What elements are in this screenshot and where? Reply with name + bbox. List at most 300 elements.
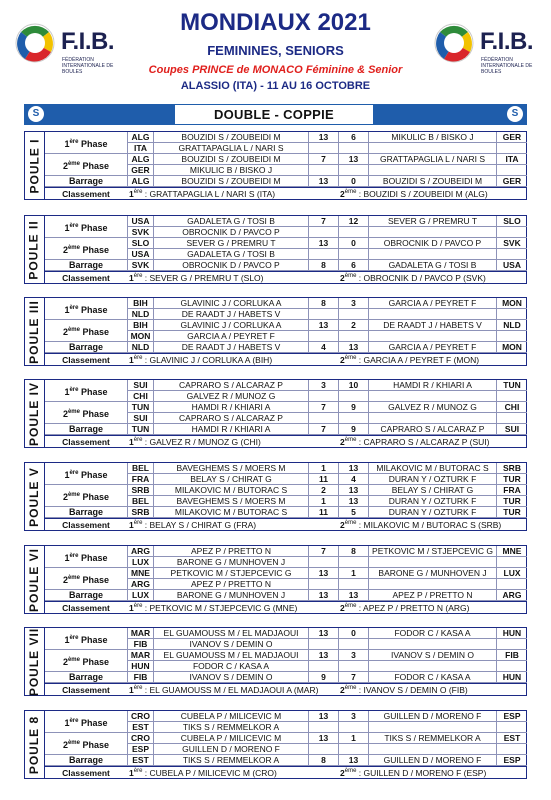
pair-a: CUBELA P / MILICEVIC M bbox=[153, 733, 308, 743]
phase-number: 1 bbox=[64, 718, 70, 728]
score-b bbox=[338, 744, 368, 754]
pair-b bbox=[368, 309, 496, 319]
ordinal-suffix: ème bbox=[344, 273, 357, 280]
country-b: CHI bbox=[496, 402, 527, 412]
pair-b: GUILLEN D / MORENO F bbox=[368, 755, 496, 765]
pair-a: GUILLEN D / MORENO F bbox=[153, 744, 308, 754]
pair-b: GARCIA A / PEYRET F bbox=[368, 342, 496, 352]
pair-b bbox=[368, 143, 496, 153]
country-b: NLD bbox=[496, 320, 527, 330]
pair-b: DURAN Y / OZTURK F bbox=[368, 474, 496, 484]
country-a: LUX bbox=[127, 557, 153, 567]
pair-a: GALVEZ R / MUNOZ G bbox=[153, 391, 308, 401]
country-a: BIH bbox=[127, 298, 153, 308]
pair-a: EL GUAMOUSS M / EL MADJAOUI bbox=[153, 628, 308, 638]
score-b bbox=[338, 143, 368, 153]
barrage-label bbox=[45, 260, 127, 271]
score-a: 13 bbox=[308, 711, 338, 721]
country-a: HUN bbox=[127, 661, 153, 671]
pair-b: OBROCNIK D / PAVCO P bbox=[368, 238, 496, 248]
phase-label bbox=[45, 238, 127, 260]
country-a: ALG bbox=[127, 132, 153, 142]
ordinal-suffix: ère bbox=[133, 768, 143, 775]
country-b bbox=[496, 413, 527, 423]
ordinal-suffix: ème bbox=[67, 409, 80, 415]
country-b bbox=[496, 309, 527, 319]
score-b: 2 bbox=[338, 320, 368, 330]
pair-b: DURAN Y / OZTURK F bbox=[368, 496, 496, 506]
classement-row bbox=[45, 766, 527, 778]
country-a: ITA bbox=[127, 143, 153, 153]
phase-label bbox=[45, 733, 127, 755]
poule-label bbox=[24, 379, 45, 448]
score-b: 9 bbox=[338, 402, 368, 412]
pair-a: BOUZIDI S / ZOUBEIDI M bbox=[153, 176, 308, 186]
score-a: 13 bbox=[308, 320, 338, 330]
country-a: ARG bbox=[127, 579, 153, 589]
score-a: 9 bbox=[308, 672, 338, 682]
country-b: MON bbox=[496, 342, 527, 352]
pair-b: GADALETA G / TOSI B bbox=[368, 260, 496, 270]
classement-row bbox=[45, 683, 527, 695]
place-date: ALASSIO (ITA) - 11 AU 16 OCTOBRE bbox=[180, 80, 371, 92]
country-a: SRB bbox=[127, 507, 153, 517]
pair-b: SEVER G / PREMRU T bbox=[368, 216, 496, 226]
country-a: SVK bbox=[127, 260, 153, 270]
pair-a: MILAKOVIC M / BUTORAC S bbox=[153, 507, 308, 517]
phase-number: 1 bbox=[64, 387, 70, 397]
country-a: TUN bbox=[127, 402, 153, 412]
classement-row bbox=[45, 601, 527, 613]
poule-name: POULE I bbox=[27, 137, 42, 194]
pair-b: PETKOVIC M / STJEPCEVIC G bbox=[368, 546, 496, 556]
classement-label: Classement bbox=[62, 189, 110, 199]
score-b bbox=[338, 227, 368, 237]
phase-label bbox=[45, 711, 127, 733]
phase-number: 2 bbox=[62, 245, 68, 255]
score-b: 13 bbox=[338, 485, 368, 495]
country-b: FIB bbox=[496, 650, 527, 660]
pair-a: PETKOVIC M / STJEPCEVIC G bbox=[153, 568, 308, 578]
phase-label bbox=[45, 485, 127, 507]
poule-block bbox=[24, 297, 527, 366]
phase-label bbox=[45, 463, 127, 485]
score-a bbox=[308, 331, 338, 341]
country-a: NLD bbox=[127, 342, 153, 352]
first-place-team: GALVEZ R / MUNOZ G (CHI) bbox=[149, 437, 261, 447]
ordinal-suffix: ère bbox=[69, 470, 79, 476]
phase-label bbox=[45, 628, 127, 650]
country-a: CRO bbox=[127, 711, 153, 721]
score-a bbox=[308, 557, 338, 567]
barrage-word: Barrage bbox=[68, 342, 104, 352]
second-place: 2ème : CAPRARO S / ALCARAZ P (SUI) bbox=[340, 437, 490, 447]
phase-label bbox=[45, 132, 127, 154]
country-a: ARG bbox=[127, 546, 153, 556]
ordinal-suffix: ème bbox=[67, 657, 80, 663]
ordinal-suffix: ère bbox=[133, 437, 143, 444]
phase-number: 2 bbox=[62, 327, 68, 337]
phase-number: 2 bbox=[62, 161, 68, 171]
second-place-team: BOUZIDI S / ZOUBEIDI M (ALG) bbox=[363, 189, 488, 199]
score-a: 13 bbox=[308, 650, 338, 660]
classement-label: Classement bbox=[62, 685, 110, 695]
phase-word: Phase bbox=[81, 718, 108, 728]
second-place: 2ème : IVANOV S / DEMIN O (FIB) bbox=[340, 685, 468, 695]
poule-label bbox=[24, 627, 45, 696]
ordinal-suffix: ère bbox=[69, 635, 79, 641]
pair-b: GUILLEN D / MORENO F bbox=[368, 711, 496, 721]
pair-b bbox=[368, 227, 496, 237]
score-a: 13 bbox=[308, 590, 338, 600]
phase-number: 2 bbox=[62, 575, 68, 585]
score-a: 1 bbox=[308, 463, 338, 473]
pair-b bbox=[368, 413, 496, 423]
score-a: 8 bbox=[308, 260, 338, 270]
pair-a: TIKS S / REMMELKOR A bbox=[153, 755, 308, 765]
phase-word: Phase bbox=[81, 139, 108, 149]
score-a: 7 bbox=[308, 402, 338, 412]
score-a: 2 bbox=[308, 485, 338, 495]
pair-b bbox=[368, 249, 496, 259]
phase-number: 2 bbox=[62, 409, 68, 419]
phase-number: 1 bbox=[64, 470, 70, 480]
pair-b bbox=[368, 165, 496, 175]
barrage-word: Barrage bbox=[68, 755, 104, 765]
pair-b: BARONE G / MUNHOVEN J bbox=[368, 568, 496, 578]
country-b: ESP bbox=[496, 711, 527, 721]
ordinal-suffix: ère bbox=[133, 355, 143, 362]
phase-label bbox=[45, 320, 127, 342]
classement-row bbox=[45, 187, 527, 199]
score-a: 7 bbox=[308, 216, 338, 226]
country-b: EST bbox=[496, 733, 527, 743]
ordinal-suffix: ème bbox=[67, 492, 80, 498]
pair-a: IVANOV S / DEMIN O bbox=[153, 672, 308, 682]
country-a: FIB bbox=[127, 639, 153, 649]
pair-b: GARCIA A / PEYRET F bbox=[368, 298, 496, 308]
phase-number: 1 bbox=[64, 553, 70, 563]
score-b: 5 bbox=[338, 507, 368, 517]
pair-b: TIKS S / REMMELKOR A bbox=[368, 733, 496, 743]
pair-b bbox=[368, 557, 496, 567]
score-a: 1 bbox=[308, 496, 338, 506]
second-place-team: IVANOV S / DEMIN O (FIB) bbox=[363, 685, 468, 695]
pair-b: GRATTAPAGLIA L / NARI S bbox=[368, 154, 496, 164]
country-a: BEL bbox=[127, 496, 153, 506]
country-b: GER bbox=[496, 132, 527, 142]
score-b bbox=[338, 391, 368, 401]
second-place-team: GUILLEN D / MORENO F (ESP) bbox=[363, 768, 487, 778]
country-a: CRO bbox=[127, 733, 153, 743]
phase-label bbox=[45, 546, 127, 568]
country-a: MNE bbox=[127, 568, 153, 578]
score-a: 13 bbox=[308, 628, 338, 638]
pair-b: GALVEZ R / MUNOZ G bbox=[368, 402, 496, 412]
second-place-team: APEZ P / PRETTO N (ARG) bbox=[363, 603, 470, 613]
ordinal-suffix: ère bbox=[133, 273, 143, 280]
phase-label bbox=[45, 298, 127, 320]
score-b bbox=[338, 639, 368, 649]
poule-label bbox=[24, 297, 45, 366]
seniors-badge-icon: S bbox=[28, 106, 44, 122]
barrage-label bbox=[45, 507, 127, 518]
country-b bbox=[496, 143, 527, 153]
score-b: 6 bbox=[338, 260, 368, 270]
country-b: TUR bbox=[496, 496, 527, 506]
score-b: 1 bbox=[338, 733, 368, 743]
poule-block bbox=[24, 131, 527, 200]
fib-brand: F.I.B. bbox=[61, 28, 115, 55]
barrage-word: Barrage bbox=[68, 176, 104, 186]
score-a bbox=[308, 639, 338, 649]
poule-name: POULE III bbox=[27, 299, 41, 364]
pair-b: IVANOV S / DEMIN O bbox=[368, 650, 496, 660]
cup-title: Coupes PRINCE de MONACO Féminine & Senior bbox=[148, 64, 403, 76]
score-a: 13 bbox=[308, 568, 338, 578]
pair-a: TIKS S / REMMELKOR A bbox=[153, 722, 308, 732]
barrage-label bbox=[45, 424, 127, 435]
classement-label: Classement bbox=[62, 768, 110, 778]
pair-a: MILAKOVIC M / BUTORAC S bbox=[153, 485, 308, 495]
phase-label bbox=[45, 154, 127, 176]
ordinal-suffix: ère bbox=[69, 139, 79, 145]
score-b: 3 bbox=[338, 298, 368, 308]
pair-b: MIKULIC B / BISKO J bbox=[368, 132, 496, 142]
country-b: FRA bbox=[496, 485, 527, 495]
second-place: 2ème : BOUZIDI S / ZOUBEIDI M (ALG) bbox=[340, 189, 488, 199]
score-b: 12 bbox=[338, 216, 368, 226]
country-a: LUX bbox=[127, 590, 153, 600]
score-b: 1 bbox=[338, 568, 368, 578]
phase-number: 1 bbox=[64, 635, 70, 645]
pair-a: BOUZIDI S / ZOUBEIDI M bbox=[153, 154, 308, 164]
country-b: GER bbox=[496, 176, 527, 186]
barrage-word: Barrage bbox=[68, 590, 104, 600]
pair-b bbox=[368, 579, 496, 589]
pair-b: HAMDI R / KHIARI A bbox=[368, 380, 496, 390]
ordinal-suffix: ère bbox=[69, 553, 79, 559]
ordinal-suffix: ème bbox=[344, 685, 357, 692]
score-a: 7 bbox=[308, 424, 338, 434]
ordinal-suffix: ème bbox=[67, 161, 80, 167]
country-a: SLO bbox=[127, 238, 153, 248]
pair-a: GLAVINIC J / CORLUKA A bbox=[153, 298, 308, 308]
barrage-word: Barrage bbox=[68, 260, 104, 270]
first-place: 1ère : EL GUAMOUSS M / EL MADJAOUI A (MAR) bbox=[129, 685, 319, 695]
score-b: 0 bbox=[338, 238, 368, 248]
phase-word: Phase bbox=[81, 387, 108, 397]
score-b bbox=[338, 331, 368, 341]
first-place-team: GLAVINIC J / CORLUKA A (BIH) bbox=[149, 355, 273, 365]
pair-a: OBROCNIK D / PAVCO P bbox=[153, 227, 308, 237]
country-b bbox=[496, 639, 527, 649]
classement-row bbox=[45, 271, 527, 283]
ordinal-suffix: ème bbox=[67, 575, 80, 581]
ordinal-suffix: ère bbox=[133, 603, 143, 610]
country-a: BIH bbox=[127, 320, 153, 330]
ordinal-suffix: ère bbox=[69, 387, 79, 393]
first-place-team: PETKOVIC M / STJEPCEVIC G (MNE) bbox=[149, 603, 298, 613]
ordinal-suffix: ère bbox=[69, 718, 79, 724]
score-a: 8 bbox=[308, 755, 338, 765]
country-a: USA bbox=[127, 216, 153, 226]
pair-a: IVANOV S / DEMIN O bbox=[153, 639, 308, 649]
page-title: MONDIAUX 2021 bbox=[180, 9, 371, 36]
score-b: 8 bbox=[338, 546, 368, 556]
score-b: 6 bbox=[338, 132, 368, 142]
first-place: 1ère : GALVEZ R / MUNOZ G (CHI) bbox=[129, 437, 261, 447]
score-a: 7 bbox=[308, 546, 338, 556]
country-b: LUX bbox=[496, 568, 527, 578]
country-a: EST bbox=[127, 755, 153, 765]
country-a: TUN bbox=[127, 424, 153, 434]
ordinal-suffix: ère bbox=[133, 685, 143, 692]
score-a: 13 bbox=[308, 238, 338, 248]
score-a: 11 bbox=[308, 474, 338, 484]
phase-word: Phase bbox=[81, 553, 108, 563]
phase-number: 2 bbox=[62, 657, 68, 667]
score-a: 13 bbox=[308, 176, 338, 186]
ordinal-suffix: ème bbox=[67, 740, 80, 746]
barrage-label bbox=[45, 342, 127, 353]
phase-word: Phase bbox=[81, 470, 108, 480]
pair-a: GADALETA G / TOSI B bbox=[153, 249, 308, 259]
first-place-team: SEVER G / PREMRU T (SLO) bbox=[149, 273, 264, 283]
score-b bbox=[338, 557, 368, 567]
score-a bbox=[308, 249, 338, 259]
barrage-word: Barrage bbox=[68, 672, 104, 682]
country-b bbox=[496, 744, 527, 754]
score-a: 13 bbox=[308, 733, 338, 743]
pair-b: DURAN Y / OZTURK F bbox=[368, 507, 496, 517]
poule-block bbox=[24, 215, 527, 284]
country-b: MON bbox=[496, 298, 527, 308]
score-b bbox=[338, 165, 368, 175]
score-a bbox=[308, 722, 338, 732]
second-place: 2ème : OBROCNIK D / PAVCO P (SVK) bbox=[340, 273, 486, 283]
barrage-label bbox=[45, 755, 127, 766]
pair-a: CUBELA P / MILICEVIC M bbox=[153, 711, 308, 721]
country-a: USA bbox=[127, 249, 153, 259]
first-place: 1ère : SEVER G / PREMRU T (SLO) bbox=[129, 273, 264, 283]
second-place-team: CAPRARO S / ALCARAZ P (SUI) bbox=[363, 437, 490, 447]
country-a: MON bbox=[127, 331, 153, 341]
score-b: 3 bbox=[338, 711, 368, 721]
poule-label bbox=[24, 462, 45, 531]
phase-word: Phase bbox=[81, 305, 108, 315]
country-b bbox=[496, 165, 527, 175]
phase-label bbox=[45, 380, 127, 402]
score-a bbox=[308, 744, 338, 754]
fib-subtitle: FÉDÉRATION INTERNATIONALE DE BOULES bbox=[62, 57, 114, 75]
ordinal-suffix: ère bbox=[69, 305, 79, 311]
pair-b bbox=[368, 331, 496, 341]
score-b: 13 bbox=[338, 342, 368, 352]
score-a bbox=[308, 165, 338, 175]
pair-a: HAMDI R / KHIARI A bbox=[153, 402, 308, 412]
score-a bbox=[308, 309, 338, 319]
phase-number: 1 bbox=[64, 139, 70, 149]
first-place: 1ère : CUBELA P / MILICEVIC M (CRO) bbox=[129, 768, 277, 778]
poule-name: POULE IV bbox=[27, 381, 42, 446]
score-b bbox=[338, 579, 368, 589]
pair-a: GRATTAPAGLIA L / NARI S bbox=[153, 143, 308, 153]
score-a bbox=[308, 661, 338, 671]
ordinal-suffix: ème bbox=[344, 520, 357, 527]
score-b: 13 bbox=[338, 496, 368, 506]
poule-block bbox=[24, 379, 527, 448]
country-a: SVK bbox=[127, 227, 153, 237]
poule-name: POULE VI bbox=[27, 547, 42, 612]
pair-a: BOUZIDI S / ZOUBEIDI M bbox=[153, 132, 308, 142]
country-b bbox=[496, 579, 527, 589]
poule-label bbox=[24, 131, 45, 200]
classement-row bbox=[45, 518, 527, 530]
barrage-label bbox=[45, 176, 127, 187]
seniors-badge-icon: S bbox=[507, 106, 523, 122]
phase-word: Phase bbox=[82, 492, 110, 502]
country-a: SUI bbox=[127, 380, 153, 390]
country-a: CHI bbox=[127, 391, 153, 401]
second-place-team: OBROCNIK D / PAVCO P (SVK) bbox=[363, 273, 486, 283]
first-place-team: CUBELA P / MILICEVIC M (CRO) bbox=[149, 768, 277, 778]
score-b: 13 bbox=[338, 755, 368, 765]
fib-brand: F.I.B. bbox=[480, 28, 534, 55]
country-b: TUR bbox=[496, 474, 527, 484]
ordinal-suffix: ème bbox=[344, 768, 357, 775]
country-b: SUI bbox=[496, 424, 527, 434]
poule-block bbox=[24, 627, 527, 696]
ordinal-suffix: ème bbox=[344, 437, 357, 444]
score-a: 3 bbox=[308, 380, 338, 390]
pair-a: BARONE G / MUNHOVEN J bbox=[153, 557, 308, 567]
pair-a: MIKULIC B / BISKO J bbox=[153, 165, 308, 175]
ordinal-suffix: ème bbox=[67, 245, 80, 251]
phase-word: Phase bbox=[82, 740, 110, 750]
country-b bbox=[496, 557, 527, 567]
first-place: 1ère : PETKOVIC M / STJEPCEVIC G (MNE) bbox=[129, 603, 298, 613]
score-a bbox=[308, 413, 338, 423]
score-b: 9 bbox=[338, 424, 368, 434]
poule-name: POULE VII bbox=[27, 627, 41, 696]
first-place-team: EL GUAMOUSS M / EL MADJAOUI A (MAR) bbox=[149, 685, 319, 695]
pair-b bbox=[368, 639, 496, 649]
pair-b: BELAY S / CHIRAT G bbox=[368, 485, 496, 495]
score-b bbox=[338, 413, 368, 423]
score-b: 4 bbox=[338, 474, 368, 484]
poule-label bbox=[24, 710, 45, 779]
score-a bbox=[308, 227, 338, 237]
second-place: 2ème : MILAKOVIC M / BUTORAC S (SRB) bbox=[340, 520, 502, 530]
phase-word: Phase bbox=[82, 245, 110, 255]
pair-a: HAMDI R / KHIARI A bbox=[153, 424, 308, 434]
country-a: EST bbox=[127, 722, 153, 732]
pair-a: CAPRARO S / ALCARAZ P bbox=[153, 380, 308, 390]
phase-number: 1 bbox=[64, 223, 70, 233]
phase-word: Phase bbox=[82, 161, 110, 171]
score-b: 13 bbox=[338, 154, 368, 164]
country-b: SRB bbox=[496, 463, 527, 473]
second-place-team: MILAKOVIC M / BUTORAC S (SRB) bbox=[363, 520, 502, 530]
classement-label: Classement bbox=[62, 437, 110, 447]
score-b: 3 bbox=[338, 650, 368, 660]
pair-a: GADALETA G / TOSI B bbox=[153, 216, 308, 226]
country-b: TUN bbox=[496, 380, 527, 390]
ordinal-suffix: ème bbox=[67, 327, 80, 333]
country-a: ESP bbox=[127, 744, 153, 754]
pair-b: FODOR C / KASA A bbox=[368, 628, 496, 638]
